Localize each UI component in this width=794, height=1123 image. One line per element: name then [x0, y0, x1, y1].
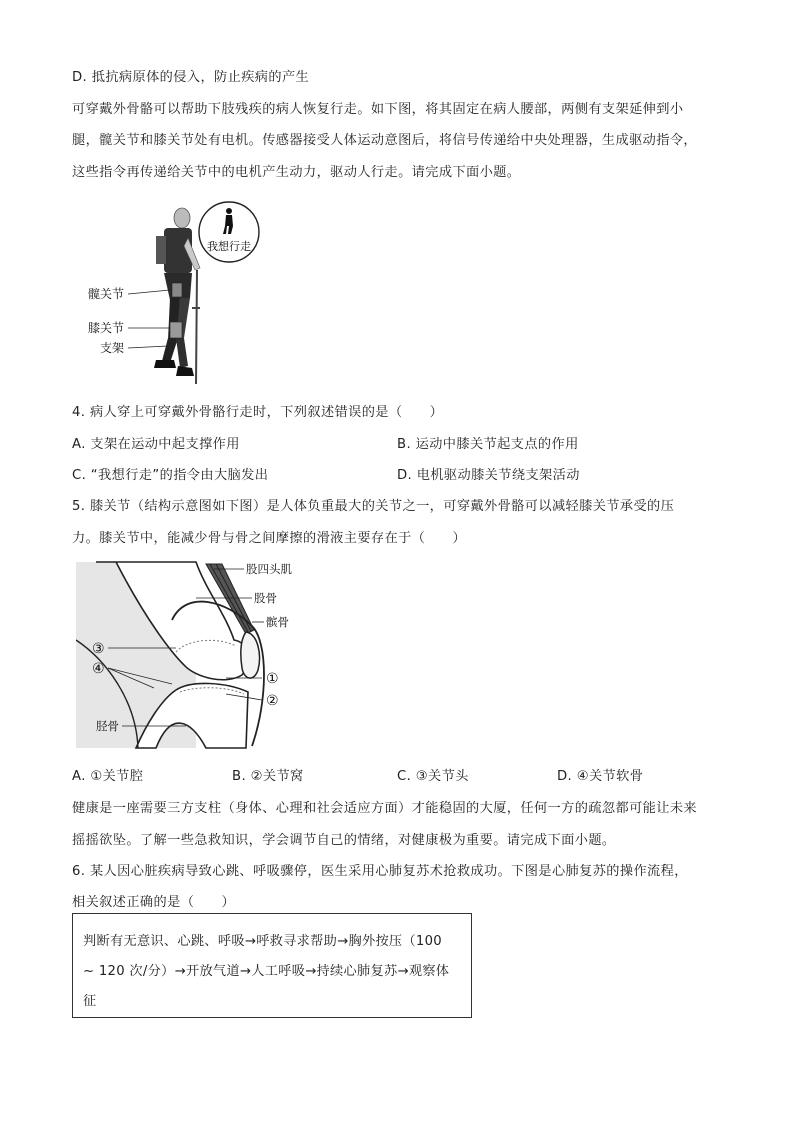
- patient-silhouette: [154, 208, 200, 376]
- label-num-1: ①: [266, 671, 279, 687]
- flow-line-3: 征: [83, 994, 97, 1009]
- passage-1-line-3: 这些指令再传递给关节中的电机产生动力，驱动人行走。请完成下面小题。: [72, 165, 521, 180]
- knee-joint-figure: [76, 560, 306, 750]
- bubble-text: 我想行走: [207, 240, 251, 253]
- label-patella: 髌骨: [266, 615, 289, 629]
- crutch-icon: [192, 270, 200, 384]
- q4-option-b[interactable]: B. 运动中膝关节起支点的作用: [397, 437, 579, 452]
- q6-stem-line-1: 6. 某人因心脏疾病导致心跳、呼吸骤停，医生采用心肺复苏术抢救成功。下图是心肺复苏的操作流程，: [72, 864, 688, 879]
- label-tibia: 胫骨: [96, 719, 119, 733]
- q5-option-c[interactable]: C. ③关节头: [397, 769, 469, 784]
- q5-option-d[interactable]: D. ④关节软骨: [557, 769, 644, 784]
- q6-stem-line-2: 相关叙述正确的是（ ）: [72, 895, 236, 910]
- passage-2-line-1: 健康是一座需要三方支柱（身体、心理和社会适应方面）才能稳固的大厦，任何一方的疏忽都可能让未来: [72, 801, 698, 816]
- patella-shape: [241, 632, 260, 678]
- label-num-3: ③: [92, 641, 105, 657]
- exoskeleton-figure: [84, 198, 264, 393]
- q5-stem-line-1: 5. 膝关节（结构示意图如下图）是人体负重最大的关节之一，可穿戴外骨骼可以减轻膝关节承受的压: [72, 499, 675, 514]
- q5-option-a[interactable]: A. ①关节腔: [72, 769, 144, 784]
- label-num-2: ②: [266, 693, 279, 709]
- label-num-4: ④: [92, 661, 105, 677]
- flow-line-2: ~ 120 次/分）→开放气道→人工呼吸→持续心肺复苏→观察体: [83, 964, 450, 979]
- q4-option-a[interactable]: A. 支架在运动中起支撑作用: [72, 437, 240, 452]
- q5-stem-line-2: 力。膝关节中，能减少骨与骨之间摩擦的滑液主要存在于（ ）: [72, 531, 467, 546]
- label-femur: 股骨: [254, 591, 277, 605]
- cpr-flowchart-box: [72, 913, 472, 1018]
- passage-1-line-1: 可穿戴外骨骼可以帮助下肢残疾的病人恢复行走。如下图，将其固定在病人腰部，两侧有支架延伸到小: [72, 102, 684, 117]
- label-quadriceps: 股四头肌: [246, 562, 292, 576]
- passage-1-line-2: 腿，髋关节和膝关节处有电机。传感器接受人体运动意图后，将信号传递给中央处理器，生成驱动指令，: [72, 133, 698, 148]
- label-brace: 支架: [100, 341, 125, 355]
- label-knee-joint: 膝关节: [88, 321, 125, 335]
- q5-option-b[interactable]: B. ②关节窝: [232, 769, 304, 784]
- passage-2-line-2: 摇摇欲坠。了解一些急救知识，学会调节自己的情绪，对健康极为重要。请完成下面小题。: [72, 833, 616, 848]
- q4-option-c[interactable]: C. “我想行走”的指令由大脑发出: [72, 468, 269, 483]
- label-hip-joint: 髋关节: [88, 287, 125, 301]
- flow-line-1: 判断有无意识、心跳、呼吸→呼救寻求帮助→胸外按压（100: [83, 934, 442, 949]
- q4-option-d[interactable]: D. 电机驱动膝关节绕支架活动: [397, 468, 580, 483]
- q3-option-d: D. 抵抗病原体的侵入，防止疾病的产生: [72, 70, 310, 85]
- q4-stem: 4. 病人穿上可穿戴外骨骼行走时，下列叙述错误的是（ ）: [72, 405, 444, 420]
